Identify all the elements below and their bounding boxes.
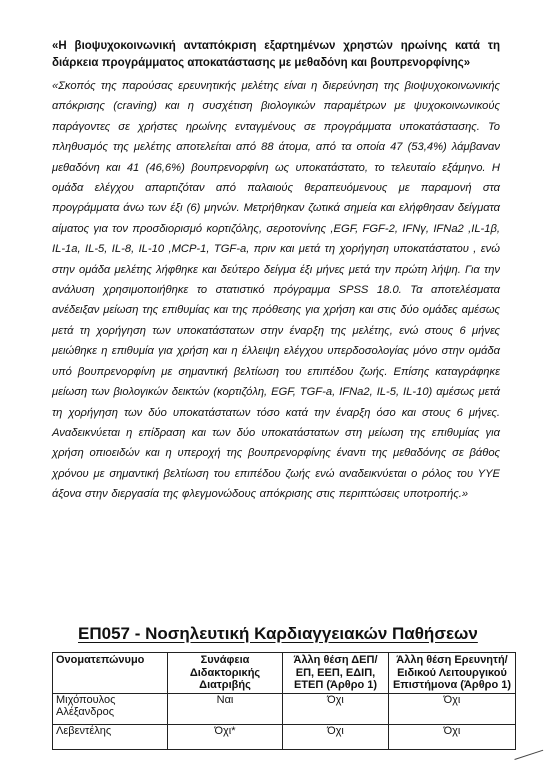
header-relevance: Συνάφεια Διδακτορικής Διατριβής <box>168 653 283 694</box>
cell-relevance: Όχι* <box>168 724 283 749</box>
section-heading: ΕΠ057 - Νοσηλευτική Καρδιαγγειακών Παθήσεων <box>78 624 478 643</box>
cell-other-researcher: Όχι <box>389 724 516 749</box>
table-row <box>53 693 516 724</box>
header-name: Ονοματεπώνυμο <box>53 653 168 694</box>
cell-name: Μιχόπουλος Αλέξανδρος <box>53 693 168 724</box>
cell-other-dep: Όχι <box>283 724 389 749</box>
document-title: «Η βιοψυχοκοινωνική ανταπόκριση εξαρτημένων χρηστών ηρωίνης κατά τη διάρκεια προγράμματος αποκατάστασης με μεθαδόνη και βουπρενορφίνης» <box>52 40 500 69</box>
cell-other-dep: Όχι <box>283 693 389 724</box>
table-header-row <box>53 653 516 694</box>
abstract-paragraph: «Σκοπός της παρούσας ερευνητικής μελέτης είναι η διερεύνηση της βιοψυχοκοινωνικής απόκρισης (craving) και η συσχέτιση βιολογικών παραμέτρων με ψυχοκοινωνικούς παράγοντες σε χρήστες ηρωίνης ενταγμένους σε προγράμματα υποκατάστασης. Το πληθυσμός της μελέτης αποτελείται από 88 άτομα, από τα οποία 47 (53,4%) λάμβαναν μεθαδόνη και 41 (46,6%) βουπρενορφίνη ως υποκατάστατο, το τελευταίο εξάμηνο. Η ομάδα ελέγχου απαρτιζόταν από παλαιούς θεραπευόμενους με παραμονή στα προγράμματα άνω των έξι (6) μηνών. Μετρήθηκαν ζωτικά σημεία και ελήφθησαν δείγματα αίματος για τον προσδιορισμό κορτιζόλης, σεροτονίνης ,EGF, FGF-2, IFNγ, IFNa2 ,IL-1β, IL-1a, IL-5, IL-8, IL-10 ,MCP-1, TGF-a, πριν και μετά τη χορήγηση υποκατάστατου , ενώ στην ομάδα μελέτης λήφθηκε και δεύτερο δείγμα έξι μήνες μετά την πρώτη λήψη. Για την ανάλυση χρησιμοποιήθηκε το στατιστικό πρόγραμμα SPSS 18.0. Τα αποτελέσματα ανέδειξαν μείωση της επιθυμίας και της πρόθεσης για χρήση και στις δύο ομάδες αμέσως μετά τη χορήγηση των υποκατάστατων στην έναρξη της μελέτης, ενώ στους 6 μήνες μειώθηκε η επιθυμία για χρήση και η έλλειψη ελέγχου υπερδοσολογίας μόνο στην ομάδα υπό βουπρενορφίνη με σημαντική βελτίωση του επιπέδου ζωής. Επίσης καταγράφηκε μείωση των βιολογικών δεικτών (κορτιζόλη, EGF, TGF-a, IFNa2, IL-5, IL-10) αμέσως μετά τη χορήγηση των δύο υποκατάστατων τόσο κατά την έναρξη όσο και στους 6 μήνες. Αναδεικνύεται η επίδραση και των δύο υποκατάστατων στη μείωση της επιθυμίας για χρήση οπιοειδών και η υπεροχή της βουπρενορφίνης έναντι της μεθαδόνης σε βάθος χρόνου με σημαντική βελτίωση του επιπέδου ζωής ενώ αναδεικνύεται ο ρόλος του ΥΥΕ άξονα στην διεργασία της φλεγμονώδους απόκρισης στις περιπτώσεις υποτροπής.» <box>52 80 500 501</box>
scan-mark <box>514 750 547 774</box>
table-row <box>53 724 516 749</box>
cell-other-researcher: Όχι <box>389 693 516 724</box>
header-other-dep: Άλλη θέση ΔΕΠ/ΕΠ, ΕΕΠ, ΕΔΙΠ, ΕΤΕΠ (Άρθρο 1) <box>283 653 389 694</box>
cell-relevance: Ναι <box>168 693 283 724</box>
cell-name: Λεβεντέλης <box>53 724 168 749</box>
candidates-table <box>52 652 516 750</box>
header-other-researcher: Άλλη θέση Ερευνητή/ Ειδικού Λειτουργικού Επιστήμονα (Άρθρο 1) <box>389 653 516 694</box>
